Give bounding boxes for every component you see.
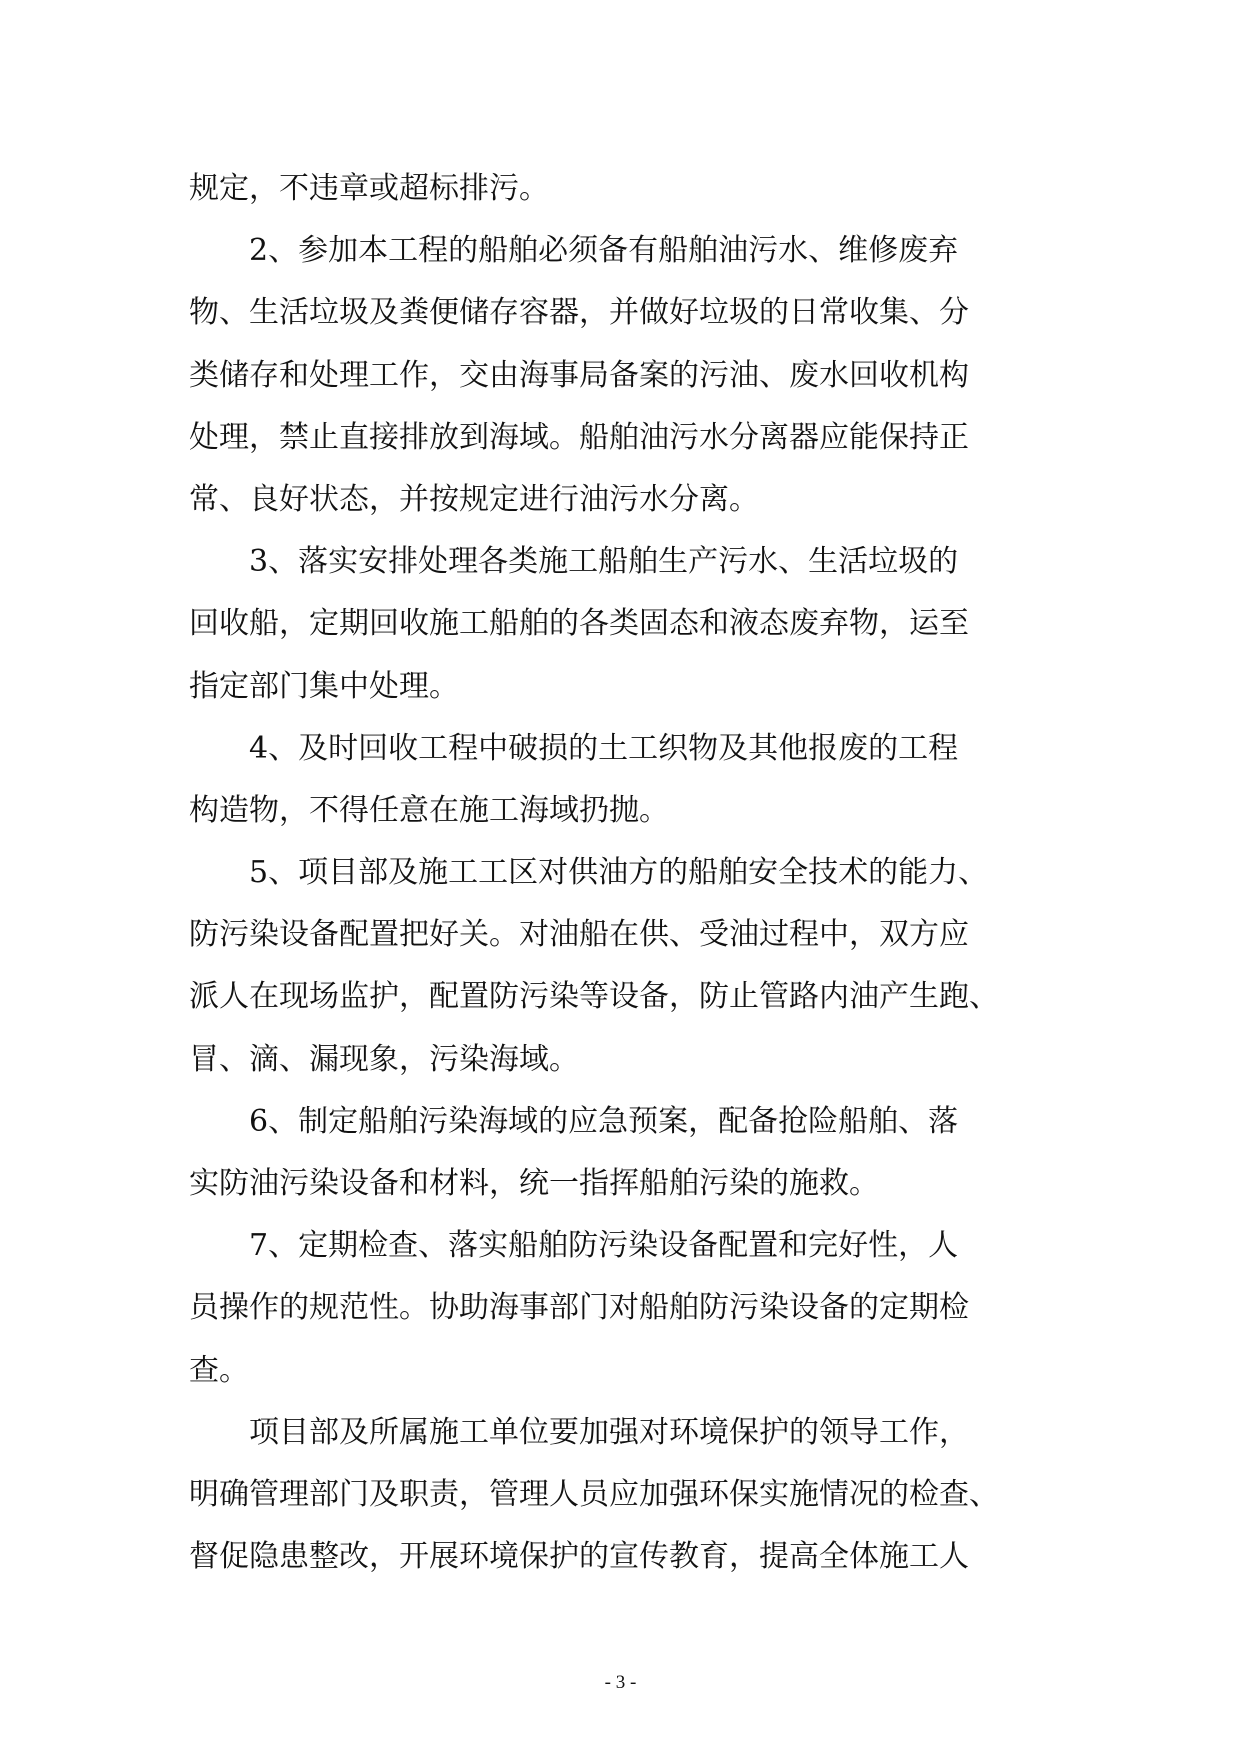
text-line: 物、生活垃圾及粪便储存容器，并做好垃圾的日常收集、分 xyxy=(189,295,969,331)
text-line: 处理，禁止直接排放到海域。船舶油污水分离器应能保持正 xyxy=(189,419,969,455)
text-line: 规定，不违章或超标排污。 xyxy=(189,171,549,206)
text-line: 冒、滴、漏现象，污染海域。 xyxy=(189,1041,579,1077)
text-line: 回收船，定期回收施工船舶的各类固态和液态废弃物，运至 xyxy=(189,606,969,642)
text-line: 类储存和处理工作，交由海事局备案的污油、废水回收机构 xyxy=(189,357,969,393)
text-line-item-5: 5、项目部及施工工区对供油方的船舶安全技术的能力、 xyxy=(249,855,989,891)
text-line-item-2: 2、参加本工程的船舶必须备有船舶油污水、维修废弃 xyxy=(249,233,959,269)
text-line: 防污染设备配置把好关。对油船在供、受油过程中，双方应 xyxy=(189,917,969,953)
text-line: 常、良好状态，并按规定进行油污水分离。 xyxy=(189,481,759,517)
text-line: 实防油污染设备和材料，统一指挥船舶污染的施救。 xyxy=(189,1166,879,1201)
text-line: 查。 xyxy=(189,1352,249,1388)
text-line: 派人在现场监护，配置防污染等设备，防止管路内油产生跑、 xyxy=(189,979,999,1015)
body-text xyxy=(189,158,1059,1588)
page-number: - 3 - xyxy=(604,1672,637,1693)
text-line: 明确管理部门及职责，管理人员应加强环保实施情况的检查、 xyxy=(189,1476,999,1512)
text-line-item-6: 6、制定船舶污染海域的应急预案，配备抢险船舶、落 xyxy=(249,1103,959,1139)
text-line: 指定部门集中处理。 xyxy=(189,668,459,704)
text-line-paragraph-start: 项目部及所属施工单位要加强对环境保护的领导工作， xyxy=(249,1414,969,1450)
text-line-item-3: 3、落实安排处理各类施工船舶生产污水、生活垃圾的 xyxy=(249,544,959,580)
text-line: 员操作的规范性。协助海事部门对船舶防污染设备的定期检 xyxy=(189,1290,969,1326)
text-line-item-4: 4、及时回收工程中破损的土工织物及其他报废的工程 xyxy=(249,730,959,766)
text-line: 构造物，不得任意在施工海域扔抛。 xyxy=(189,792,669,828)
text-line: 督促隐患整改，开展环境保护的宣传教育，提高全体施工人 xyxy=(189,1539,969,1575)
text-line-item-7: 7、定期检查、落实船舶防污染设备配置和完好性，人 xyxy=(249,1228,959,1264)
